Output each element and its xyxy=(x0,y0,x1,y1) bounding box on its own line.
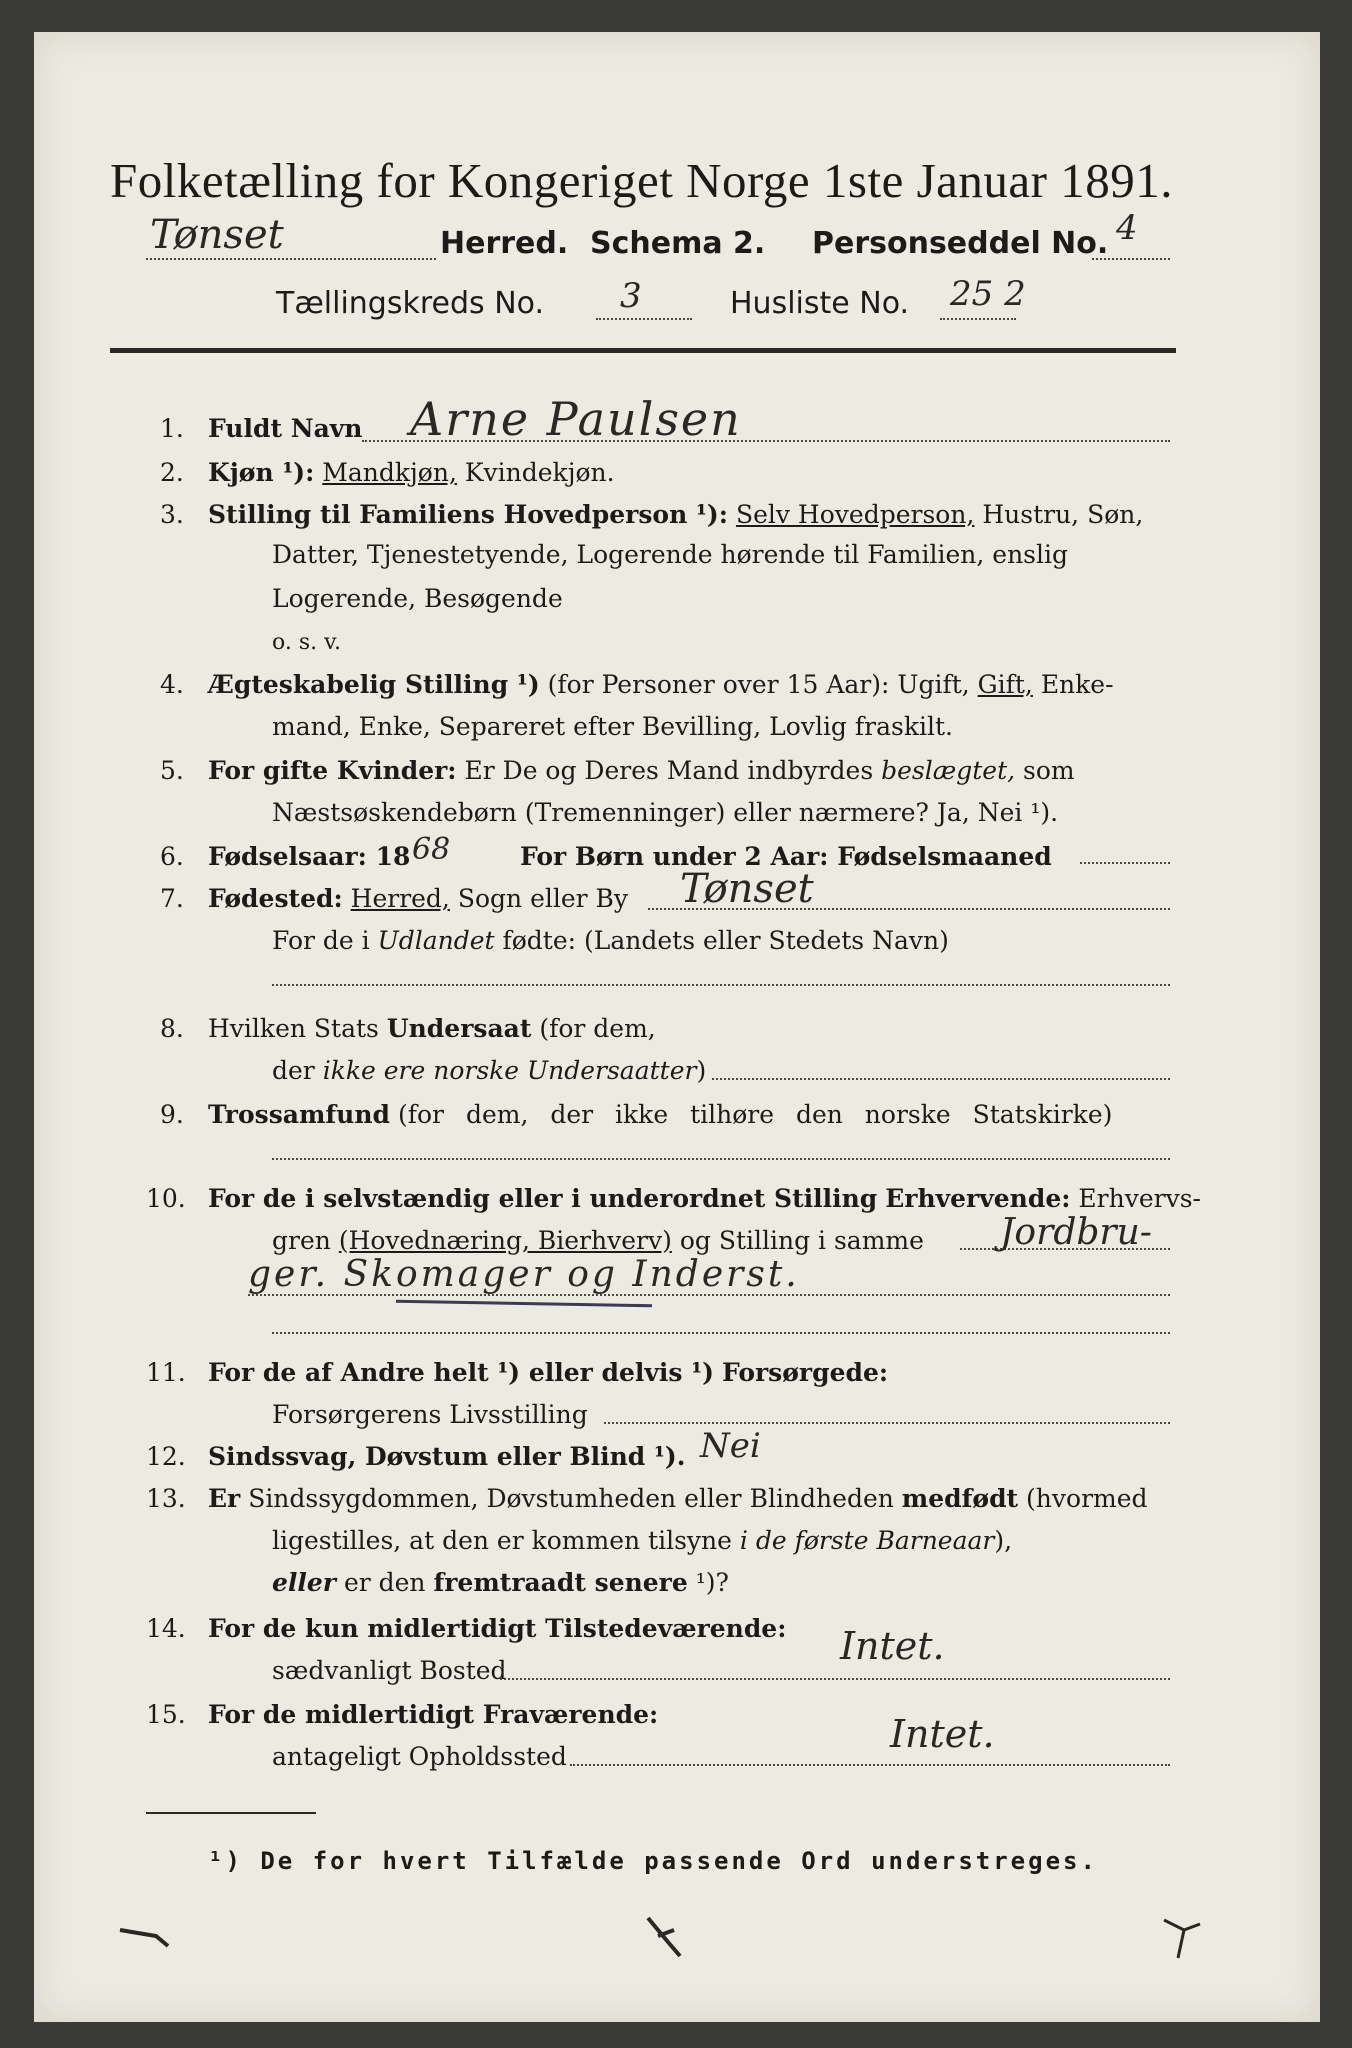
q8-line2 xyxy=(272,1056,706,1086)
q8-dotted-line xyxy=(712,1078,1170,1080)
q2-label: Kjøn ¹): xyxy=(208,458,315,487)
q6-answer: 68 xyxy=(412,832,451,867)
q13-line1-d: (hvormed xyxy=(1026,1484,1148,1513)
q11-line1-b: Forsørgede: xyxy=(721,1358,889,1387)
q8-line1-a: Hvilken Stats xyxy=(208,1014,379,1043)
q3-line4: o. s. v. xyxy=(272,630,341,655)
q13-line2-b: ), xyxy=(994,1526,1013,1555)
q10-line2-a: gren xyxy=(272,1226,331,1255)
q3-number: 3. xyxy=(160,500,184,529)
q6-dotted-line xyxy=(1080,862,1170,864)
q5-line1-end: som xyxy=(1023,756,1075,785)
q2-option-kvindekjon: Kvindekjøn. xyxy=(464,458,615,487)
q3-line1 xyxy=(208,500,1143,530)
q7-line1 xyxy=(208,884,628,914)
q4-line1-rest: (for Personer over 15 Aar): Ugift, xyxy=(547,670,970,699)
q11-number: 11. xyxy=(146,1358,186,1387)
q3-label: Stilling til Familiens Hovedperson ¹): xyxy=(208,500,728,529)
q4-line2: mand, Enke, Separeret efter Bevilling, Lovlig fraskilt. xyxy=(272,712,953,741)
q7-answer-dotted-line xyxy=(272,984,1170,986)
q10-extra-dotted-line xyxy=(272,1332,1170,1334)
herred-label: Herred. xyxy=(440,226,569,261)
q13-line2-italic: i de første Barneaar xyxy=(739,1526,995,1555)
q7-line2-b: fødte: (Landets eller Stedets Navn) xyxy=(502,926,949,955)
q5-line1-rest: Er De og Deres Mand indbyrdes xyxy=(464,756,874,785)
q8-line1-c: (for dem, xyxy=(539,1014,656,1043)
q7-number: 7. xyxy=(160,884,184,913)
q9-rest: (for dem, der ikke tilhøre den norske Statskirke) xyxy=(397,1100,1113,1129)
q12-answer: Nei xyxy=(700,1426,761,1466)
q2-option-mandkjon: Mandkjøn, xyxy=(322,458,457,487)
q14-line2: sædvanligt Bosted xyxy=(272,1656,507,1685)
q15-dotted-line xyxy=(570,1764,1170,1766)
q3-options-rest: Hustru, Søn, xyxy=(982,500,1144,529)
q1-dotted-line xyxy=(362,440,1170,442)
q13-line3 xyxy=(272,1568,729,1598)
q11-dotted-line xyxy=(604,1422,1170,1424)
q4-number: 4. xyxy=(160,670,184,699)
q13-line3-b: fremtraadt senere xyxy=(433,1568,688,1597)
q4-label: Ægteskabelig Stilling ¹) xyxy=(208,670,540,699)
q2-line xyxy=(208,458,615,488)
q5-line1 xyxy=(208,756,1075,786)
q5-line2: Næstsøskendebørn (Tremenninger) eller nærmere? Ja, Nei ¹). xyxy=(272,798,1059,827)
q1-number: 1. xyxy=(160,414,184,443)
q13-line1-c: medfødt xyxy=(901,1484,1019,1513)
husliste-label: Husliste No. xyxy=(730,286,910,321)
q8-line1 xyxy=(208,1014,656,1044)
form-title: Folketælling for Kongeriget Norge 1ste Januar 1891. xyxy=(110,153,1173,208)
q12-number: 12. xyxy=(146,1442,186,1471)
q7-rest: Sogn eller By xyxy=(457,884,629,913)
q4-option-gift: Gift, xyxy=(977,670,1033,699)
personseddel-dotted-line xyxy=(1092,258,1170,260)
personseddel-label: Personseddel No. xyxy=(812,226,1109,261)
ink-mark-left xyxy=(116,1922,176,1952)
q13-line1 xyxy=(208,1484,1148,1514)
q9-number: 9. xyxy=(160,1100,184,1129)
q14-line1: For de kun midlertidigt Tilstedeværende: xyxy=(208,1614,787,1643)
header-divider xyxy=(110,348,1176,353)
q8-line2-a: der xyxy=(272,1056,315,1085)
q10-option-hovednaering: (Hovednæring, Bierhverv) xyxy=(338,1226,672,1255)
q7-line2-a: For de i xyxy=(272,926,370,955)
q5-label: For gifte Kvinder: xyxy=(208,756,457,785)
q9-label: Trossamfund xyxy=(208,1100,391,1129)
q11-line2: Forsørgerens Livsstilling xyxy=(272,1400,588,1429)
q13-line1-b: Sindssygdommen, Døvstumheden eller Blindheden xyxy=(248,1484,894,1513)
q1-label: Fuldt Navn xyxy=(208,414,363,443)
q2-number: 2. xyxy=(160,458,184,487)
q3-line3: Logerende, Besøgende xyxy=(272,584,563,613)
q8-number: 8. xyxy=(160,1014,184,1043)
q15-line2: antageligt Opholdssted xyxy=(272,1742,567,1771)
q8-line2-b: ) xyxy=(696,1056,707,1085)
husliste-dotted-line xyxy=(940,318,1016,320)
q13-line1-a: Er xyxy=(208,1484,241,1513)
q14-number: 14. xyxy=(146,1614,186,1643)
q6-rest-text: For Børn under 2 Aar: Fødselsmaaned xyxy=(520,842,1052,871)
q7-dotted-line xyxy=(648,908,1170,910)
q11-line1 xyxy=(208,1358,888,1388)
q6-number: 6. xyxy=(160,842,184,871)
q9-answer-dotted-line xyxy=(272,1158,1170,1160)
q7-line2 xyxy=(272,926,949,956)
q13-line3-c: ¹)? xyxy=(695,1568,729,1597)
q6-label: Fødselsaar: 18 xyxy=(208,842,411,871)
footnote: ¹) De for hvert Tilfælde passende Ord understreges. xyxy=(208,1847,1098,1875)
q8-line1-b: Undersaat xyxy=(386,1014,532,1043)
ink-mark-right xyxy=(1160,1912,1210,1968)
q7-answer: Tønset xyxy=(680,866,814,912)
q10-answer-2: ger. Skomager og Inderst. xyxy=(248,1254,800,1295)
q14-answer: Intet. xyxy=(840,1624,945,1668)
q3-option-selv-hovedperson: Selv Hovedperson, xyxy=(735,500,975,529)
q11-line1-a: For de af Andre helt ¹) eller delvis ¹) xyxy=(208,1358,714,1387)
taellingskreds-dotted-line xyxy=(596,318,692,320)
q7-line2-italic: Udlandet xyxy=(377,926,495,955)
q10-line2-b: og Stilling i samme xyxy=(679,1226,924,1255)
taellingskreds-value: 3 xyxy=(620,276,642,316)
q8-line2-italic: ikke ere norske Undersaatter xyxy=(322,1056,697,1085)
q13-line3-italic: eller xyxy=(272,1568,336,1597)
q7-option-herred: Herred, xyxy=(350,884,450,913)
q7-label: Fødested: xyxy=(208,884,343,913)
q9-line1 xyxy=(208,1100,1112,1130)
q15-line1: For de midlertidigt Fraværende: xyxy=(208,1700,659,1729)
q13-line3-a: er den xyxy=(343,1568,426,1597)
schema-label: Schema 2. xyxy=(590,226,766,261)
herred-value: Tønset xyxy=(150,212,284,258)
footnote-rule xyxy=(146,1812,316,1814)
husliste-value: 25 2 xyxy=(950,274,1026,314)
q4-line1-end: Enke- xyxy=(1040,670,1114,699)
q1-answer: Arne Paulsen xyxy=(410,392,742,446)
q10-answer-dotted-line xyxy=(248,1294,1170,1296)
q13-line2 xyxy=(272,1526,1012,1556)
q15-number: 15. xyxy=(146,1700,186,1729)
q10-line2 xyxy=(272,1226,924,1256)
q13-line2-a: ligestilles, at den er kommen tilsyne xyxy=(272,1526,732,1555)
q5-number: 5. xyxy=(160,756,184,785)
q4-line1 xyxy=(208,670,1114,700)
q3-line2: Datter, Tjenestetyende, Logerende hørende til Familien, enslig xyxy=(272,540,1069,569)
q14-dotted-line xyxy=(500,1678,1170,1680)
q12-label: Sindssvag, Døvstum eller Blind ¹). xyxy=(208,1442,686,1471)
q10-line1-c: Erhvervs- xyxy=(1078,1184,1201,1213)
q13-number: 13. xyxy=(146,1484,186,1513)
q10-answer-1: Jordbru- xyxy=(1000,1212,1152,1253)
q15-answer: Intet. xyxy=(890,1712,995,1756)
q10-number: 10. xyxy=(146,1184,186,1213)
taellingskreds-label: Tællingskreds No. xyxy=(276,286,544,321)
q10-line1 xyxy=(208,1184,1201,1214)
q5-line1-italic: beslægtet, xyxy=(881,756,1016,785)
ink-mark-center xyxy=(640,1912,690,1962)
q10-line1-a: For de i selvstændig eller i underordnet Stilling xyxy=(208,1184,878,1213)
q10-line1-b: Erhvervende: xyxy=(885,1184,1071,1213)
herred-dotted-line xyxy=(146,258,436,260)
personseddel-value: 4 xyxy=(1116,208,1138,248)
